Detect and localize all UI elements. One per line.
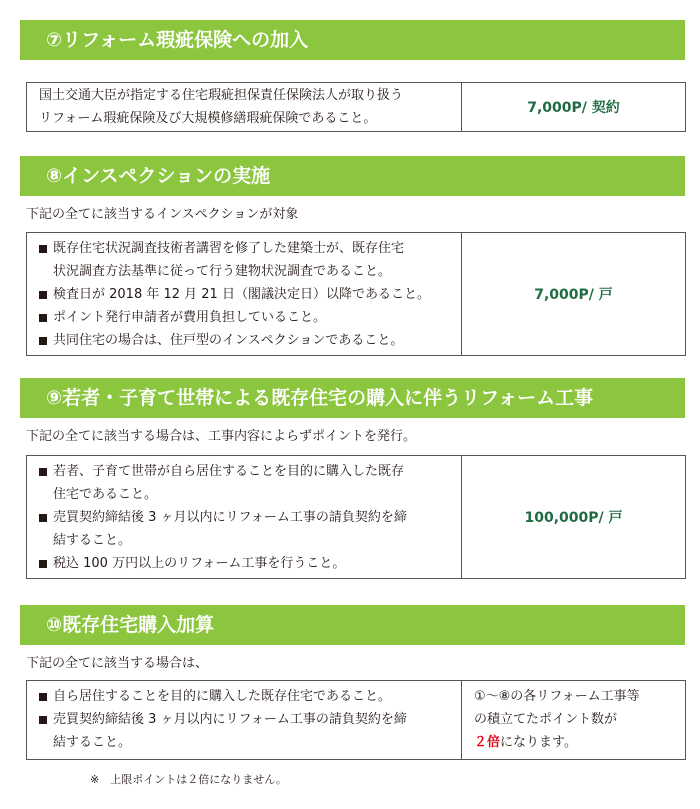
double-emphasis: ２倍 xyxy=(474,735,501,750)
section-8-conditions xyxy=(27,233,462,355)
condition-item: 売買契約締結後 3 ヶ月以内にリフォーム工事の請負契約を締 結すること。 xyxy=(39,708,455,754)
square-bullet-icon xyxy=(39,245,47,253)
footnote: ※ 上限ポイントは２倍になりません。 xyxy=(90,773,287,786)
section-7-points: 7,000P/ 契約 xyxy=(527,100,620,116)
square-bullet-icon xyxy=(39,291,47,299)
section-9-points: 100,000P/ 戸 xyxy=(524,510,623,526)
section-7-box xyxy=(26,82,686,132)
square-bullet-icon xyxy=(39,514,47,522)
condition-item: 共同住宅の場合は、住戸型のインスペクションであること。 xyxy=(39,329,455,352)
result-line: ２倍になります。 xyxy=(474,735,577,750)
section-7-header: ⑦リフォーム瑕疵保険への加入 xyxy=(20,20,685,60)
section-10-header: ⑩既存住宅購入加算 xyxy=(20,605,685,645)
condition-item: 検査日が 2018 年 12 月 21 日（閣議決定日）以降であること。 xyxy=(39,283,455,306)
section-8-points: 7,000P/ 戸 xyxy=(534,287,613,303)
condition-item: 税込 100 万円以上のリフォーム工事を行うこと。 xyxy=(39,552,455,575)
square-bullet-icon xyxy=(39,716,47,724)
section-10 xyxy=(20,605,685,673)
section-8-intro: 下記の全てに該当するインスペクションが対象 xyxy=(26,207,299,222)
square-bullet-icon xyxy=(39,468,47,476)
section-8-box xyxy=(26,232,686,356)
section-9-conditions xyxy=(27,456,462,578)
section-7 xyxy=(20,20,685,60)
text-line: リフォーム瑕疵保険及び大規模修繕瑕疵保険であること。 xyxy=(39,111,377,126)
square-bullet-icon xyxy=(39,337,47,345)
section-7-text xyxy=(27,83,462,131)
section-9 xyxy=(20,378,685,446)
square-bullet-icon xyxy=(39,560,47,568)
condition-item: 若者、子育て世帯が自ら居住することを目的に購入した既存 住宅であること。 xyxy=(39,460,455,506)
result-line: ①～⑧の各リフォーム工事等 xyxy=(474,689,640,704)
condition-item: 売買契約締結後 3 ヶ月以内にリフォーム工事の請負契約を締 結すること。 xyxy=(39,506,455,552)
square-bullet-icon xyxy=(39,314,47,322)
square-bullet-icon xyxy=(39,693,47,701)
section-10-intro: 下記の全てに該当する場合は、 xyxy=(26,656,209,671)
result-line: の積立てたポイント数が xyxy=(474,712,618,727)
section-9-intro: 下記の全てに該当する場合は、工事内容によらずポイントを発行。 xyxy=(26,429,417,444)
text-line: 国土交通大臣が指定する住宅瑕疵担保責任保険法人が取り扱う xyxy=(39,88,404,103)
section-10-box xyxy=(26,680,686,760)
section-9-box xyxy=(26,455,686,579)
condition-item: ポイント発行申請者が費用負担していること。 xyxy=(39,306,455,329)
section-10-result xyxy=(462,681,685,759)
section-10-conditions xyxy=(27,681,462,759)
section-8-header: ⑧インスペクションの実施 xyxy=(20,156,685,196)
condition-item: 既存住宅状況調査技術者講習を修了した建築士が、既存住宅 状況調査方法基準に従って行う建物状況調査であること。 xyxy=(39,237,455,283)
condition-item: 自ら居住することを目的に購入した既存住宅であること。 xyxy=(39,685,455,708)
section-8 xyxy=(20,156,685,224)
section-9-header: ⑨若者・子育て世帯による既存住宅の購入に伴うリフォーム工事 xyxy=(20,378,685,418)
